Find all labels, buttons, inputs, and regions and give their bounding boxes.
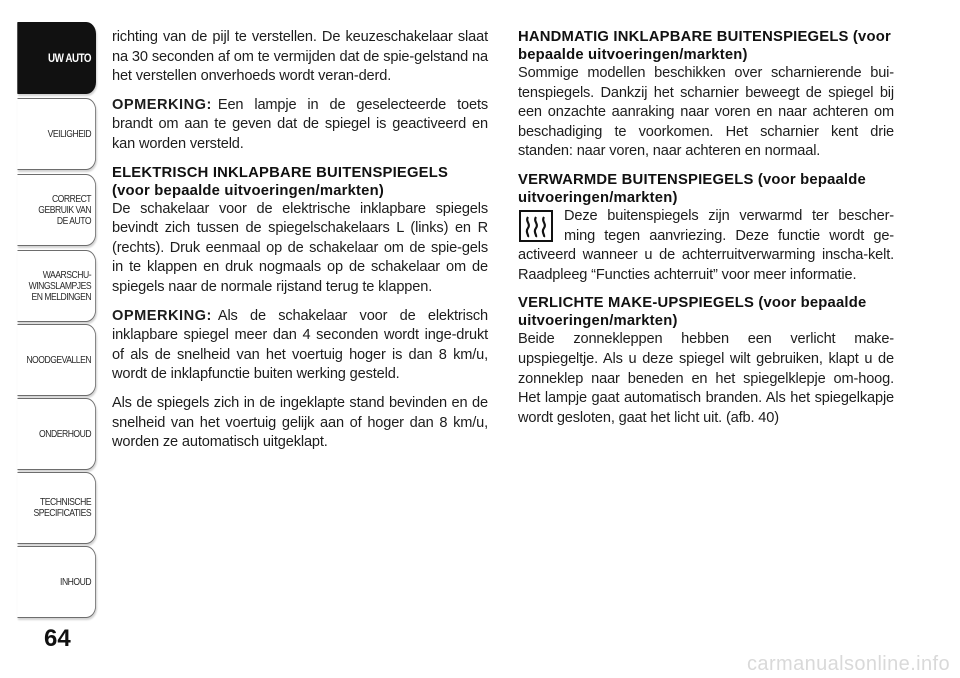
tab-uw-auto[interactable]: UW AUTO	[17, 22, 96, 94]
note-label: OPMERKING:	[112, 96, 212, 113]
page-number: 64	[44, 625, 71, 652]
body-paragraph: Als de spiegels zich in de ingeklapte stand bevinden en de snelheid van het voertuig gelijk aan of hoger dan 8 km/u, worden ze automatisch uitgeklapt.	[112, 394, 488, 451]
heated-mirror-text: Deze buitenspiegels zijn verwarmd ter bescher-ming tegen aanvriezing. Deze functie wordt ge-activeerd wanneer u de achterruitverwarming inscha-kelt. Raadpleeg “Functies achterruit” voor meer informatie.	[518, 207, 894, 283]
body-paragraph-heated	[518, 207, 894, 285]
tab-technische-specificaties[interactable]: TECHNISCHE SPECIFICATIES	[17, 472, 96, 544]
body-paragraph: Beide zonnekleppen hebben een verlicht make-upspiegeltje. Als u deze spiegel wilt gebruiken, klapt u de zonneklep naar beneden en het spiegelklepje om-hoog. Het lampje gaat automatisch branden. Als het spiegelkapje wordt gesloten, gaat het licht uit. (afb. 40)	[518, 331, 894, 426]
note-label: OPMERKING:	[112, 307, 212, 324]
section-heading: HANDMATIG INKLAPBARE BUITENSPIEGELS (voor bepaalde uitvoeringen/markten)	[518, 29, 891, 63]
body-paragraph: De schakelaar voor de elektrische inklapbare spiegels bevindt zich tussen de spiegelschakelaars L (links) en R (rechts). Druk eenmaal op de schakelaar om de spie-gels in te klappen en druk nogmaals op de schakelaar om de spiegels naar de normale rijstand terug te klappen.	[112, 200, 488, 295]
section-heading: VERWARMDE BUITENSPIEGELS (voor bepaalde uitvoeringen/markten)	[518, 171, 866, 206]
tab-waarschuwingslampjes[interactable]: WAARSCHU- WINGSLAMPJES EN MELDINGEN	[17, 250, 96, 322]
note-paragraph	[112, 307, 488, 385]
tab-correct-gebruik[interactable]: CORRECT GEBRUIK VAN DE AUTO	[17, 174, 96, 246]
tab-veiligheid[interactable]: VEILIGHEID	[17, 98, 96, 170]
note-paragraph	[112, 96, 488, 155]
section-heading: ELEKTRISCH INKLAPBARE BUITENSPIEGELS (voor bepaalde uitvoeringen/markten)	[112, 164, 449, 199]
note-text: Als de schakelaar voor de elektrisch inklapbare spiegel meer dan 4 seconden wordt inge-drukt of als de snelheid van het voertuig hoger is dan 8 km/u, wordt de inklapfunctie buiten werking gesteld.	[112, 307, 488, 383]
heated-mirror-icon	[518, 209, 554, 243]
body-paragraph: Sommige modellen beschikken over scharnierende bui-tenspiegels. Dankzij het scharnier beweegt de spiegel bij een onzachte aanraking naar voren en naar achteren om beschadiging te voorkomen. Het scharnier kent drie standen: naar voren, naar achteren en normaal.	[518, 65, 894, 160]
section-heading: VERLICHTE MAKE-UPSPIEGELS (voor bepaalde uitvoeringen/markten)	[518, 295, 867, 330]
watermark: carmanualsonline.info	[747, 653, 950, 675]
tab-onderhoud[interactable]: ONDERHOUD	[17, 398, 96, 470]
right-column	[518, 28, 894, 437]
tab-inhoud[interactable]: INHOUD	[17, 546, 96, 618]
tab-noodgevallen[interactable]: NOODGEVALLEN	[17, 324, 96, 396]
left-column	[112, 28, 488, 462]
note-text: Een lampje in de geselecteerde toets brandt om aan te geven dat de spiegel is geactiveerd en kan worden versteld.	[112, 96, 488, 152]
intro-paragraph: richting van de pijl te verstellen. De keuzeschakelaar slaat na 30 seconden af om te vermijden dat de spie-gelstand na het verstellen onverhoeds wordt veran-derd.	[112, 29, 488, 85]
